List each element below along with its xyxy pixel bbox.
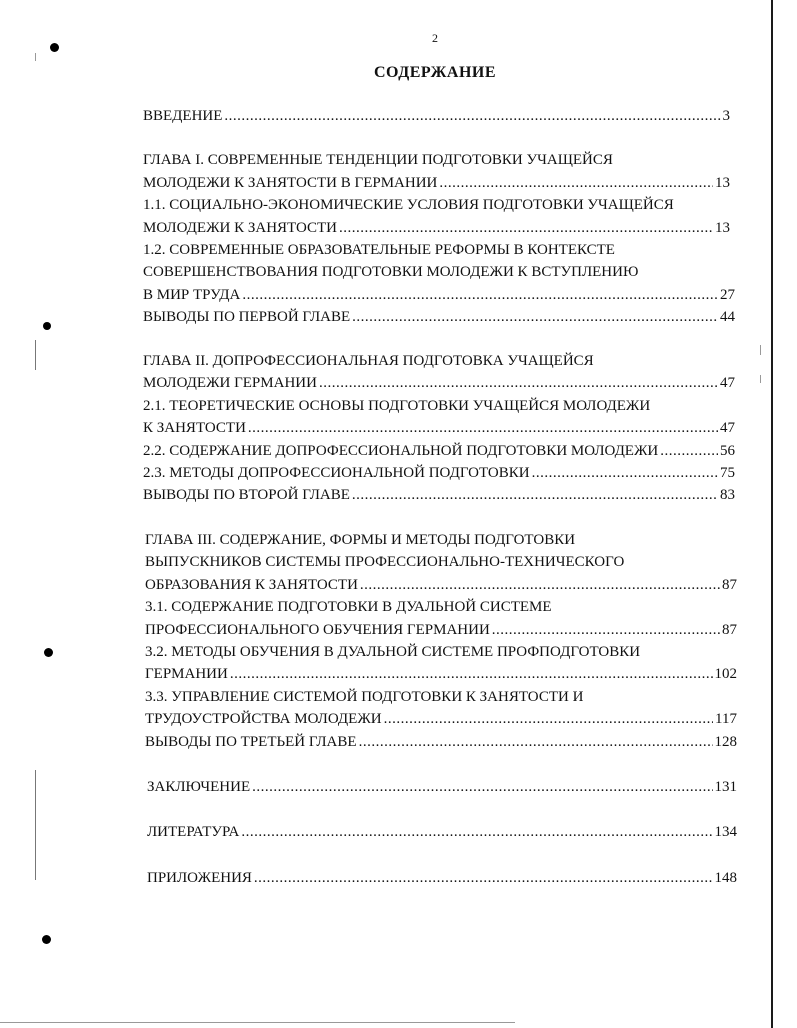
scan-edge-right: [771, 0, 773, 1028]
toc-entry-chapter-2-conclusions: [143, 485, 735, 505]
toc-page: 128: [714, 734, 737, 750]
punch-hole: [42, 935, 51, 944]
toc-chapter-3-title-cont: ВЫПУСКНИКОВ СИСТЕМЫ ПРОФЕССИОНАЛЬНО-ТЕХНИЧЕСКОГО: [145, 554, 625, 570]
toc-section-2-1-title: 2.1. ТЕОРЕТИЧЕСКИЕ ОСНОВЫ ПОДГОТОВКИ УЧАЩЕЙСЯ МОЛОДЕЖИ: [143, 398, 651, 414]
toc-section-1-2-title: 1.2. СОВРЕМЕННЫЕ ОБРАЗОВАТЕЛЬНЫЕ РЕФОРМЫ В КОНТЕКСТЕ: [143, 242, 615, 258]
toc-leader: [360, 575, 720, 595]
page-title: СОДЕРЖАНИЕ: [373, 64, 497, 81]
toc-entry-section-3-1: [145, 620, 737, 640]
toc-label: ЛИТЕРАТУРА: [147, 824, 240, 840]
toc-label: ГЕРМАНИИ: [145, 666, 228, 682]
toc-label: МОЛОДЕЖИ К ЗАНЯТОСТИ: [143, 220, 338, 236]
toc-leader: [660, 441, 718, 461]
punch-hole: [50, 43, 59, 52]
toc-leader: [248, 418, 718, 438]
scan-mark: [760, 345, 761, 355]
toc-entry-section-1-2: [143, 285, 735, 305]
toc-page: 131: [714, 779, 737, 795]
toc-page: 56: [720, 443, 735, 459]
toc-entry-appendix: [147, 868, 737, 888]
toc-leader: [241, 822, 712, 842]
toc-entry-section-2-3: [143, 463, 735, 483]
punch-hole: [43, 322, 51, 330]
toc-label: ПРИЛОЖЕНИЯ: [147, 870, 252, 886]
toc-page: 134: [714, 824, 737, 840]
scan-mark: [35, 53, 36, 61]
toc-label: ТРУДОУСТРОЙСТВА МОЛОДЕЖИ: [145, 711, 382, 727]
toc-label: ПРОФЕССИОНАЛЬНОГО ОБУЧЕНИЯ ГЕРМАНИИ: [145, 622, 490, 638]
toc-label: В МИР ТРУДА: [143, 287, 241, 303]
toc-leader: [339, 218, 713, 238]
toc-section-3-2-title: 3.2. МЕТОДЫ ОБУЧЕНИЯ В ДУАЛЬНОЙ СИСТЕМЕ ПРОФПОДГОТОВКИ: [145, 644, 641, 660]
toc-label: ВЫВОДЫ ПО ВТОРОЙ ГЛАВЕ: [143, 487, 350, 503]
toc-entry-chapter-1-conclusions: [143, 307, 735, 327]
toc-page: 47: [720, 375, 735, 391]
scan-edge-left: [35, 770, 36, 880]
toc-leader: [439, 173, 713, 193]
toc-page: 3: [722, 108, 730, 124]
toc-page: 44: [720, 309, 735, 325]
toc-entry-intro: [143, 106, 730, 126]
toc-page: 47: [720, 420, 735, 436]
toc-chapter-3-title: ГЛАВА III. СОДЕРЖАНИЕ, ФОРМЫ И МЕТОДЫ ПОДГОТОВКИ: [145, 532, 576, 548]
toc-leader: [492, 620, 720, 640]
toc-leader: [254, 868, 713, 888]
toc-page: 13: [715, 220, 730, 236]
toc-page: 117: [715, 711, 737, 727]
toc-section-3-1-title: 3.1. СОДЕРЖАНИЕ ПОДГОТОВКИ В ДУАЛЬНОЙ СИСТЕМЕ: [145, 599, 552, 615]
toc-leader: [230, 664, 713, 684]
toc-entry-section-2-2: [143, 441, 735, 461]
toc-label: МОЛОДЕЖИ ГЕРМАНИИ: [143, 375, 317, 391]
toc-page: 87: [722, 577, 737, 593]
toc-entry-chapter-1: [143, 173, 730, 193]
toc-page: 13: [715, 175, 730, 191]
toc-entry-section-3-2: [145, 664, 737, 684]
toc-label: МОЛОДЕЖИ К ЗАНЯТОСТИ В ГЕРМАНИИ: [143, 175, 438, 191]
toc-section-3-3-title: 3.3. УПРАВЛЕНИЕ СИСТЕМОЙ ПОДГОТОВКИ К ЗАНЯТОСТИ И: [145, 689, 584, 705]
toc-label: ОБРАЗОВАНИЯ К ЗАНЯТОСТИ: [145, 577, 358, 593]
toc-leader: [319, 373, 718, 393]
toc-leader: [242, 285, 718, 305]
toc-leader: [352, 307, 718, 327]
page-number: 2: [432, 31, 438, 45]
toc-chapter-1-title: ГЛАВА I. СОВРЕМЕННЫЕ ТЕНДЕНЦИИ ПОДГОТОВКИ УЧАЩЕЙСЯ: [143, 152, 613, 168]
toc-entry-chapter-3-conclusions: [145, 732, 737, 752]
toc-page: 83: [720, 487, 735, 503]
toc-label: ВЫВОДЫ ПО ПЕРВОЙ ГЛАВЕ: [143, 309, 351, 325]
toc-entry-literature: [147, 822, 737, 842]
scan-mark: [760, 375, 761, 383]
toc-leader: [352, 485, 718, 505]
toc-entry-chapter-2: [143, 373, 735, 393]
toc-label: ЗАКЛЮЧЕНИЕ: [147, 779, 251, 795]
toc-page: 102: [714, 666, 737, 682]
toc-label: 2.2. СОДЕРЖАНИЕ ДОПРОФЕССИОНАЛЬНОЙ ПОДГОТОВКИ МОЛОДЕЖИ: [143, 443, 659, 459]
punch-hole: [44, 648, 53, 657]
toc-entry-section-2-1: [143, 418, 735, 438]
toc-chapter-2-title: ГЛАВА II. ДОПРОФЕССИОНАЛЬНАЯ ПОДГОТОВКА УЧАЩЕЙСЯ: [143, 353, 594, 369]
toc-label: К ЗАНЯТОСТИ: [143, 420, 246, 436]
toc-label: ВВЕДЕНИЕ: [143, 108, 223, 124]
toc-section-1-2-title-cont: СОВЕРШЕНСТВОВАНИЯ ПОДГОТОВКИ МОЛОДЕЖИ К ВСТУПЛЕНИЮ: [143, 264, 639, 280]
toc-entry-section-1-1: [143, 218, 730, 238]
scan-edge-left: [35, 340, 36, 370]
toc-page: 148: [714, 870, 737, 886]
toc-entry-chapter-3: [145, 575, 737, 595]
toc-leader: [359, 732, 713, 752]
toc-page: 75: [720, 465, 735, 481]
toc-leader: [384, 709, 713, 729]
toc-page: 87: [722, 622, 737, 638]
toc-page: 27: [720, 287, 735, 303]
toc-section-1-1-title: 1.1. СОЦИАЛЬНО-ЭКОНОМИЧЕСКИЕ УСЛОВИЯ ПОДГОТОВКИ УЧАЩЕЙСЯ: [143, 197, 674, 213]
scan-edge-bottom: [0, 1022, 515, 1023]
toc-leader: [224, 106, 720, 126]
toc-entry-conclusion: [147, 777, 737, 797]
toc-label: 2.3. МЕТОДЫ ДОПРОФЕССИОНАЛЬНОЙ ПОДГОТОВКИ: [143, 465, 530, 481]
toc-label: ВЫВОДЫ ПО ТРЕТЬЕЙ ГЛАВЕ: [145, 734, 357, 750]
toc-leader: [252, 777, 712, 797]
toc-leader: [532, 463, 718, 483]
toc-entry-section-3-3: [145, 709, 737, 729]
